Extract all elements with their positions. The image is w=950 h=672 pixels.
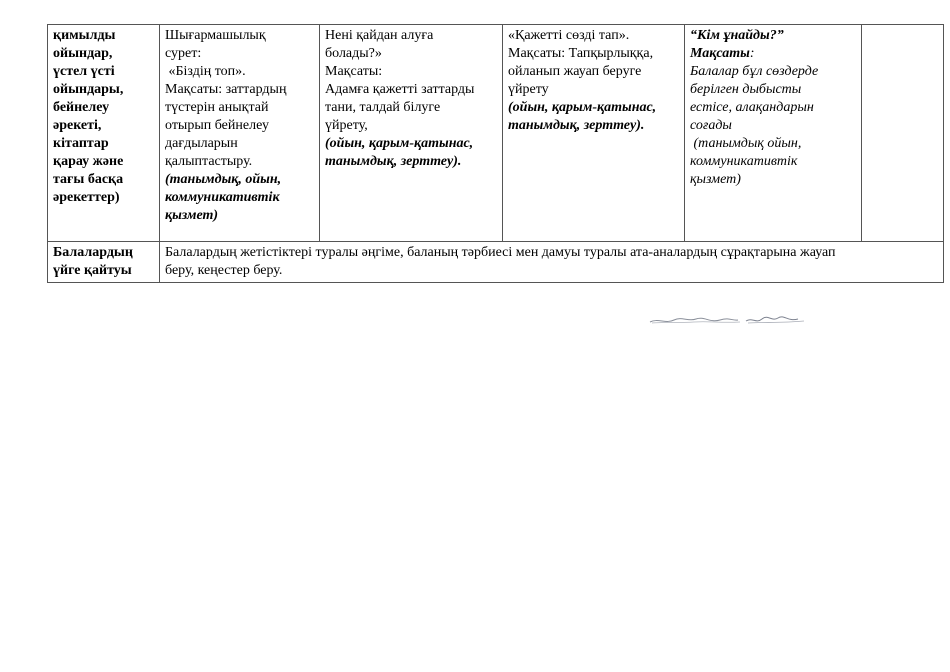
who-likes-cell (685, 25, 862, 242)
activity-type-line: (танымдық, ойын, (165, 172, 282, 187)
activities-label-cell (48, 25, 160, 242)
creative-drawing-cell (160, 25, 320, 242)
cell-text-line: Нені қайдан алуға (325, 28, 434, 43)
cell-text-line: болады?» (325, 46, 382, 61)
cell-text-line: сурет: (165, 46, 202, 61)
cell-text-line: қалыптастыру. (165, 154, 253, 169)
label-line: ойындар, (53, 46, 113, 61)
cell-text-line: үйрету, (325, 118, 368, 133)
cell-text-line: қызмет) (690, 172, 741, 187)
goal-colon: : (749, 46, 755, 61)
activity-type-line: танымдық, зерттеу). (508, 118, 645, 133)
find-word-cell (503, 25, 685, 242)
activity-type-line: танымдық, зерттеу). (325, 154, 462, 169)
label-line: тағы басқа (53, 172, 124, 187)
activity-type-line: қызмет) (165, 208, 219, 223)
cell-text-line: Шығармашылық (165, 28, 266, 43)
cell-text-line: дағдыларын (165, 136, 238, 151)
handwritten-signature (648, 313, 808, 327)
label-line: қарау және (53, 154, 124, 169)
cell-text-line: соғады (690, 118, 732, 133)
cell-text-line: ойланып жауап беруге (508, 64, 642, 79)
lesson-plan-table (47, 24, 944, 283)
cell-text-line: Балалардың жетістіктері туралы әңгіме, баланың тәрбиесі мен дамуы туралы ата-аналардың сұрақтарына жауап (165, 245, 836, 260)
cell-text-line: берілген дыбысты (690, 82, 802, 97)
cell-text-line: тани, талдай білуге (325, 100, 441, 115)
activity-type-line: коммуникативтік (165, 190, 280, 205)
cell-text-line: Мақсаты: заттардың (165, 82, 287, 97)
label-line: қимылды (53, 28, 116, 43)
label-line: кітаптар (53, 136, 109, 151)
cell-text-line: түстерін анықтай (165, 100, 269, 115)
label-line: бейнелеу (53, 100, 110, 115)
cell-text-line: «Біздің топ». (165, 64, 246, 79)
label-line: Балалардың (53, 245, 133, 260)
cell-text-line: естісе, алақандарын (690, 100, 814, 115)
label-line: әрекеттер) (53, 190, 120, 205)
game-title: “Кім ұнайды?” (690, 28, 784, 43)
label-line: әрекеті, (53, 118, 102, 133)
going-home-text-cell (160, 242, 944, 283)
table-row-going-home (48, 242, 944, 283)
label-line: ойындары, (53, 82, 124, 97)
label-line: үстел үсті (53, 64, 115, 79)
cell-text-line: үйрету (508, 82, 549, 97)
cell-text-line: отырып бейнелеу (165, 118, 269, 133)
goal-label: Мақсаты (690, 46, 750, 61)
going-home-label-cell (48, 242, 160, 283)
cell-text-line: Мақсаты: (325, 64, 383, 79)
cell-text-line: (танымдық ойын, (690, 136, 802, 151)
cell-text-line: «Қажетті сөзді тап». (508, 28, 630, 43)
label-line: үйге қайтуы (53, 263, 132, 278)
cell-text-line: Адамға қажетті заттарды (325, 82, 475, 97)
cell-text-line: Балалар бұл сөздерде (690, 64, 819, 79)
activity-type-line: (ойын, қарым-қатынас, (325, 136, 474, 151)
cell-text-line: коммуникативтік (690, 154, 798, 169)
cell-text-line: беру, кеңестер беру. (165, 263, 283, 278)
activity-type-line: (ойын, қарым-қатынас, (508, 100, 657, 115)
cell-text-line: Мақсаты: Тапқырлыққа, (508, 46, 654, 61)
where-to-get-cell (320, 25, 503, 242)
table-row-activities (48, 25, 944, 242)
empty-cell (862, 25, 944, 242)
